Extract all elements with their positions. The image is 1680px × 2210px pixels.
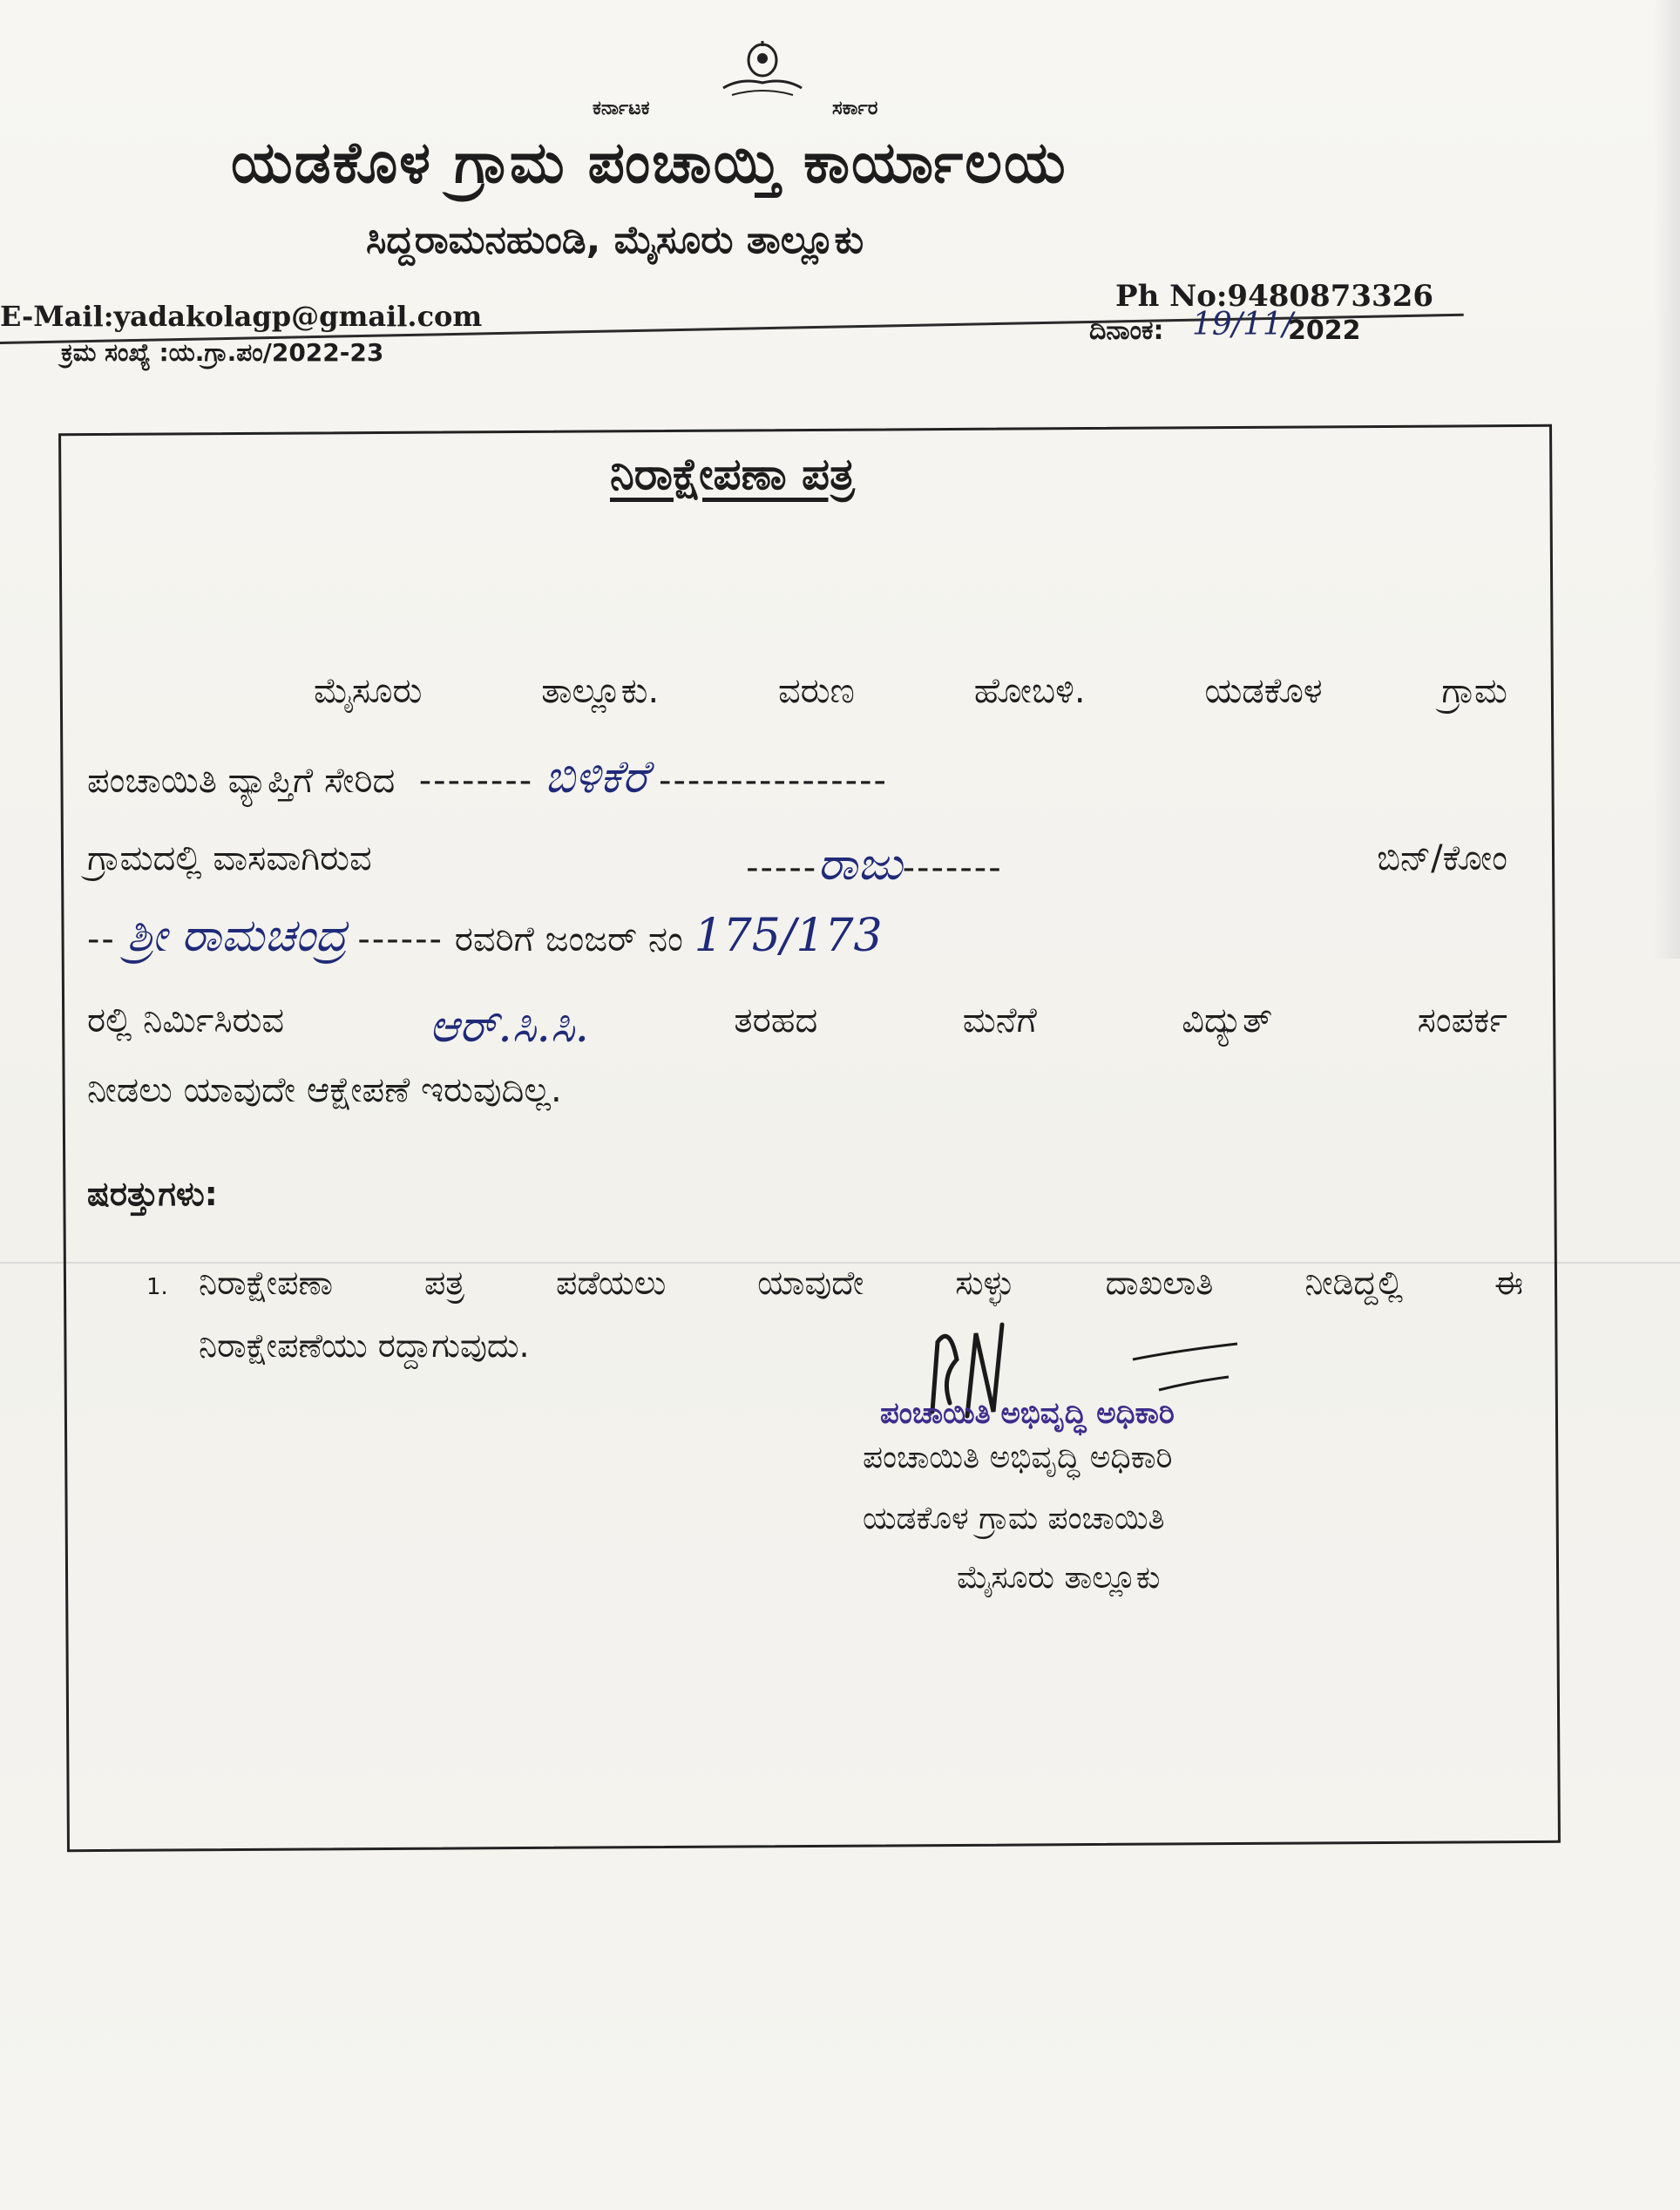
body-word: ಯಡಕೊಳ <box>1204 671 1323 711</box>
handwritten-name-field: -----ರಾಜು------- <box>746 838 1003 891</box>
date-label: ದಿನಾಂಕ: <box>1089 315 1164 346</box>
state-emblem-icon <box>715 39 810 109</box>
condition-line-1 <box>199 1264 1523 1303</box>
blank-dashes: ---------------- <box>659 761 888 801</box>
body-word: ವಿದ್ಯುತ್ <box>1182 1000 1273 1041</box>
reference-number: ಕ್ರಮ ಸಂಖ್ಯೆ :ಯ.ಗ್ರಾ.ಪಂ/2022-23 <box>61 338 384 367</box>
body-text: ಪಂಚಾಯಿತಿ ವ್ಯಾಪ್ತಿಗೆ ಸೇರಿದ <box>87 761 396 801</box>
date-handwritten: 19/11/ <box>1192 307 1293 342</box>
date-year: 2022 <box>1288 315 1361 346</box>
body-word: ಮೈಸೂರು <box>314 671 423 711</box>
body-word: ಸಂಪರ್ಕ <box>1417 1000 1507 1041</box>
handwritten-name: ರಾಜು <box>817 838 903 891</box>
condition-word: ಯಾವುದೇ <box>757 1264 864 1302</box>
condition-word: ದಾಖಲಾತಿ <box>1105 1264 1214 1302</box>
condition-word: ನಿರಾಕ್ಷೇಪಣಾ <box>199 1264 334 1302</box>
body-text: ಬಿನ್/ಕೋಂ <box>1377 838 1507 878</box>
body-text: ಗ್ರಾಮದಲ್ಲಿ ವಾಸವಾಗಿರುವ <box>87 838 372 878</box>
handwritten-village: ಬಿಳಿಕೆರೆ <box>544 751 648 803</box>
officer-stamp: ಪಂಚಾಯಿತಿ ಅಭಿವೃದ್ಧಿ ಅಧಿಕಾರಿ <box>880 1396 1175 1431</box>
body-line-3 <box>87 838 1507 891</box>
condition-word: ಸುಳ್ಳು <box>955 1264 1014 1302</box>
office-title: ಯಡಕೊಳ ಗ್ರಾಮ ಪಂಚಾಯ್ತಿ ಕಾರ್ಯಾಲಯ <box>231 129 1067 196</box>
body-line-2 <box>87 751 888 804</box>
body-word: ಗ್ರಾಮ <box>1441 671 1507 711</box>
emblem-left-text: ಕರ್ನಾಟಕ <box>593 98 650 119</box>
body-word: ಮನೆಗೆ <box>962 1000 1037 1041</box>
body-word: ತಾಲ್ಲೂಕು. <box>541 671 660 711</box>
office-address: ಸಿದ್ದರಾಮನಹುಂಡಿ, ಮೈಸೂರು ತಾಲ್ಲೂಕು <box>366 218 864 262</box>
blank-dashes: -------- <box>406 761 534 801</box>
body-word: ಹೋಬಳಿ. <box>973 671 1086 711</box>
email-text: E-Mail:yadakolagp@gmail.com <box>0 300 483 333</box>
blank-dashes: -- <box>87 919 116 959</box>
body-line-1 <box>314 671 1507 711</box>
blank-dashes: ------ <box>357 919 444 959</box>
handwritten-house-type: ಆರ್.ಸಿ.ಸಿ. <box>429 1000 590 1053</box>
phone-text: Ph No:9480873326 <box>1115 279 1434 314</box>
signatory-designation: ಪಂಚಾಯಿತಿ ಅಭಿವೃದ್ಧಿ ಅಧಿಕಾರಿ <box>863 1440 1173 1475</box>
body-line-4 <box>87 910 883 963</box>
emblem-right-text: ಸರ್ಕಾರ <box>832 98 878 119</box>
body-text: ರಲ್ಲಿ ನಿರ್ಮಿಸಿರುವ <box>87 1000 285 1041</box>
condition-word: ಪಡೆಯಲು <box>556 1264 667 1302</box>
condition-word: ಈ <box>1494 1264 1523 1302</box>
body-word: ತರಹದ <box>734 1000 818 1041</box>
certificate-title: ನಿರಾಕ್ಷೇಪಣಾ ಪತ್ರ <box>610 449 855 499</box>
condition-line-2: ನಿರಾಕ್ಷೇಪಣೆಯು ರದ್ದಾಗುವುದು. <box>199 1326 530 1365</box>
paper-edge <box>1654 0 1680 959</box>
certificate-border <box>58 424 1561 1852</box>
condition-number: 1. <box>146 1274 168 1300</box>
handwritten-survey-number: 175/173 <box>694 910 883 962</box>
body-text: ರವರಿಗೆ ಜಂಜರ್ ನಂ <box>454 919 683 959</box>
condition-word: ನೀಡಿದ್ದಲ್ಲಿ <box>1304 1264 1404 1302</box>
conditions-heading: ಷರತ್ತುಗಳು: <box>87 1175 218 1213</box>
body-line-5 <box>87 1000 1507 1054</box>
body-line-6: ನೀಡಲು ಯಾವುದೇ ಆಕ್ಷೇಪಣೆ ಇರುವುದಿಲ್ಲ. <box>87 1070 562 1110</box>
signatory-taluk: ಮೈಸೂರು ತಾಲ್ಲೂಕು <box>957 1560 1161 1596</box>
signatory-office: ಯಡಕೊಳ ಗ್ರಾಮ ಪಂಚಾಯಿತಿ <box>863 1501 1165 1536</box>
condition-word: ಪತ್ರ <box>423 1264 465 1302</box>
handwritten-father-name: ಶ್ರೀ ರಾಮಚಂದ್ರ <box>126 910 347 962</box>
body-word: ವರುಣ <box>777 671 855 711</box>
